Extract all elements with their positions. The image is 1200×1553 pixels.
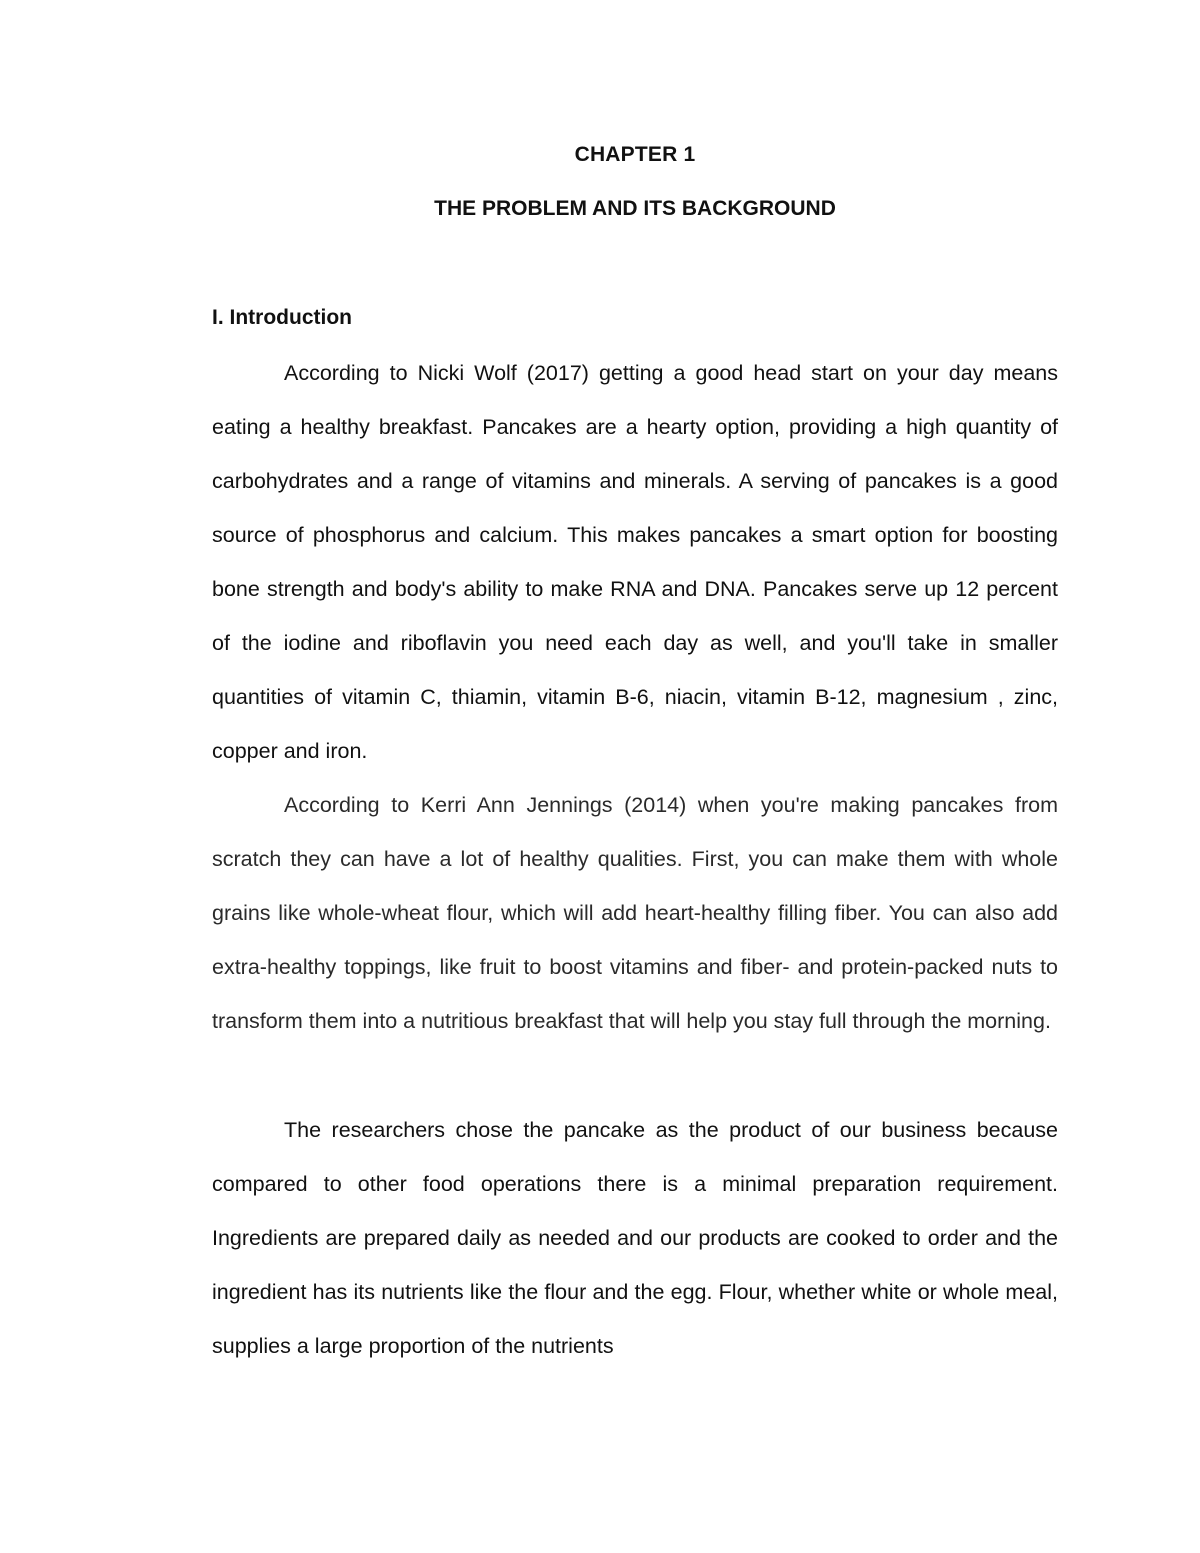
paragraph-text: According to Kerri Ann Jennings (2014) when you're making pancakes from scratch they can have a lot of healthy qualities. First, you can make them with whole grains like whole-wheat flour, which will add heart-healthy filling fiber. You can also add extra-healthy toppings, like fruit to boost vitamins and fiber- and protein-packed nuts to transform them into a nutritious breakfast that will help you stay full through the morning. (212, 793, 1058, 1033)
paragraph-2 (212, 778, 1058, 1048)
chapter-label: CHAPTER 1 (574, 143, 696, 166)
chapter-title: THE PROBLEM AND ITS BACKGROUND (434, 197, 836, 220)
section-heading: I. Introduction (212, 306, 352, 329)
paragraph-3 (212, 1103, 1058, 1373)
paragraph-text: The researchers chose the pancake as the product of our business because compared to other food operations there is a minimal preparation requirement. Ingredients are prepared daily as needed and our products are cooked to order and the ingredient has its nutrients like the flour and the egg. Flour, whether white or whole meal, supplies a large proportion of the nutrients (212, 1118, 1058, 1358)
paragraph-text: According to Nicki Wolf (2017) getting a good head start on your day means eating a healthy breakfast. Pancakes are a hearty option, providing a high quantity of carbohydrates and a range of vitamins and minerals. A serving of pancakes is a good source of phosphorus and calcium. This makes pancakes a smart option for boosting bone strength and body's ability to make RNA and DNA. Pancakes serve up 12 percent of the iodine and riboflavin you need each day as well, and you'll take in smaller quantities of vitamin C, thiamin, vitamin B-6, niacin, vitamin B-12, magnesium , zinc, copper and iron. (212, 361, 1058, 763)
paragraph-1 (212, 346, 1058, 778)
